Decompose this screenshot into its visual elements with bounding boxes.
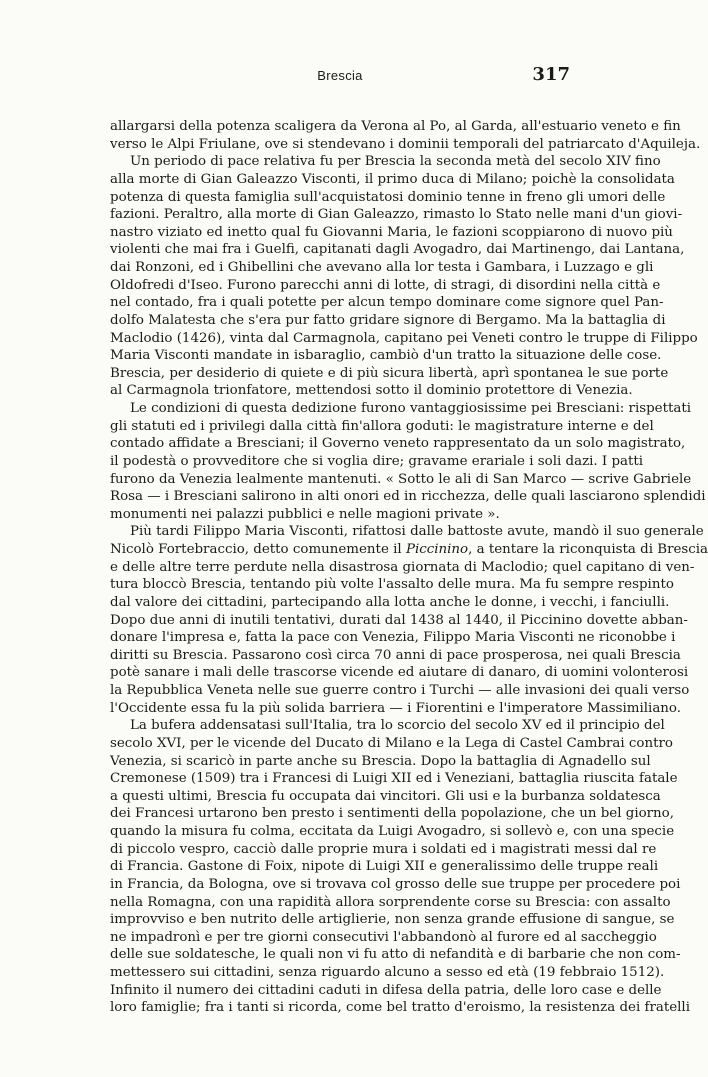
text-line: Maclodio (1426), vinta dal Carmagnola, capitano pei Veneti contro le truppe di Filippo [110, 330, 698, 346]
italic-term: Piccinino [405, 542, 469, 557]
text-line: nel contado, fra i quali potette per alcun tempo dominare come signore quel Pan- [110, 295, 664, 311]
text-line: gli statuti ed i privilegi dalla città fin'allora goduti: le magistrature interne e del [110, 418, 654, 434]
text-line: di Francia. Gastone di Foix, nipote di Luigi XII e generalissimo delle truppe reali [110, 859, 659, 875]
text-line: fazioni. Peraltro, alla morte di Gian Galeazzo, rimasto lo Stato nelle mani d'un giovi- [110, 207, 683, 223]
text-line: l'Occidente essa fu la più solida barriera — i Fiorentini e l'imperatore Massimiliano. [110, 700, 682, 716]
text-line: diritti su Brescia. Passarono così circa 70 anni di pace prosperosa, nei quali Brescia [110, 647, 681, 663]
text-line: loro famiglie; fra i tanti si ricorda, come bel tratto d'eroismo, la resistenza dei fratelli [110, 1000, 691, 1016]
text-line: nella Romagna, con una rapidità allora sorprendente corse su Brescia: con assalto [110, 894, 671, 910]
text-line: potenza di questa famiglia sull'acquistatosi dominio tenne in freno gli umori delle [110, 189, 666, 205]
text-line: potè sanare i mali delle trascorse vicende ed aiutare di danaro, di uomini volonterosi [110, 665, 689, 681]
text-line: dal valore dei cittadini, partecipando alla lotta anche le donne, i vecchi, i fanciulli. [110, 594, 670, 610]
text-line: quando la misura fu colma, eccitata da Luigi Avogadro, si sollevò e, con una specie [110, 824, 675, 839]
text-line: furono da Venezia lealmente mantenuti. « Sotto le ali di San Marco — scrive Gabriele [110, 471, 692, 487]
text-segment: , a tentare la riconquista di Brescia [468, 542, 708, 557]
text-line: la Repubblica Veneta nelle sue guerre contro i Turchi — alle invasioni dei quali verso [110, 683, 690, 698]
text-line: Rosa — i Bresciani salirono in alti onori ed in ricchezza, delle quali lasciarono splendidi [110, 489, 706, 505]
text-line: Maria Visconti mandate in isbaraglio, cambiò d'un tratto la situazione delle cose. [110, 348, 662, 364]
text-line: e delle altre terre perdute nella disastrosa giornata di Maclodio; quel capitano di ven- [110, 559, 695, 575]
text-line [110, 541, 708, 559]
body-text [110, 118, 708, 1017]
text-line: il podestà o provveditore che si voglia dire; gravame erariale i soli dazi. I patti [110, 453, 644, 469]
text-line: secolo XVI, per le vicende del Ducato di Milano e la Lega di Castel Cambrai contro [110, 735, 673, 751]
text-line: La bufera addensatasi sull'Italia, tra lo scorcio del secolo XV ed il principio del [130, 718, 665, 734]
text-line: improvviso e ben nutrito delle artiglierie, non senza grande effusione di sangue, se [110, 912, 675, 928]
text-line: Più tardi Filippo Maria Visconti, rifattosi dalle battoste avute, mandò il suo generale [130, 524, 704, 540]
text-line: Le condizioni di questa dedizione furono vantaggiosissime pei Bresciani: rispettati [130, 401, 692, 416]
text-line: delle sue soldatesche, le quali non vi fu atto di nefandità e di barbarie che non com- [110, 947, 681, 963]
text-line: allargarsi della potenza scaligera da Verona al Po, al Garda, all'estuario veneto e fin [110, 119, 681, 134]
text-line: alla morte di Gian Galeazzo Visconti, il primo duca di Milano; poichè la consolidata [110, 171, 675, 187]
text-line: al Carmagnola trionfatore, mettendosi sotto il dominio protettore di Venezia. [110, 383, 633, 399]
text-line: dolfo Malatesta che s'era pur fatto gridare signore di Bergamo. Ma la battaglia di [110, 312, 666, 328]
text-line: Brescia, per desiderio di quiete e di più sicura libertà, aprì spontanea le sue porte [110, 365, 669, 381]
text-line: dai Ronzoni, ed i Ghibellini che avevano alla lor testa i Gambara, i Luzzago e gli [110, 260, 654, 275]
text-line: nastro viziato ed inetto qual fu Giovanni Maria, le fazioni scoppiarono di nuovo più [110, 224, 673, 240]
text-line: contado affidate a Bresciani; il Governo veneto rappresentato da un solo magistrato, [110, 436, 686, 452]
running-title: Brescia [317, 68, 363, 83]
text-line: Dopo due anni di inutili tentativi, durati dal 1438 al 1440, il Piccinino dovette abban- [110, 612, 688, 628]
text-line: dei Francesi urtarono ben presto i sentimenti della popolazione, che un bel giorno, [110, 806, 675, 822]
text-line: Infinito il numero dei cittadini caduti in difesa della patria, delle loro case e delle [110, 982, 662, 998]
text-line: Venezia, si scaricò in parte anche su Brescia. Dopo la battaglia di Agnadello sul [110, 753, 651, 769]
text-line: a questi ultimi, Brescia fu occupata dai vincitori. Gli usi e la burbanza soldatesca [110, 788, 661, 804]
text-line: donare l'impresa e, fatta la pace con Venezia, Filippo Maria Visconti ne riconobbe i [110, 630, 676, 646]
page-number: 317 [532, 64, 570, 85]
text-segment: Nicolò Fortebraccio, detto comunemente il [110, 542, 406, 557]
running-head [110, 64, 570, 90]
text-line: violenti che mai fra i Guelfi, capitanati dagli Avogadro, dai Martinengo, dai Lantana, [110, 242, 685, 258]
text-line: Cremonese (1509) tra i Francesi di Luigi XII ed i Veneziani, battaglia riuscita fatale [110, 771, 678, 787]
text-line: Oldofredi d'Iseo. Furono parecchi anni di lotte, di stragi, di disordini nella città e [110, 277, 661, 293]
text-line: mettessero sui cittadini, senza riguardo alcuno a sesso ed età (19 febbraio 1512). [110, 965, 665, 980]
text-line: di piccolo vespro, cacciò dalle proprie mura i soldati ed i magistrati messi dal re [110, 841, 657, 857]
text-line: verso le Alpi Friulane, ove si stendevano i dominii temporali del patriarcato d'Aquileja. [110, 136, 701, 152]
text-line: monumenti nei palazzi pubblici e nelle magioni private ». [110, 506, 500, 522]
text-line: in Francia, da Bologna, ove si trovava col grosso delle sue truppe per procedere poi [110, 876, 681, 892]
text-line: ne impadronì e per tre giorni consecutivi l'abbandonò al furore ed al saccheggio [110, 929, 657, 945]
text-line: Un periodo di pace relativa fu per Brescia la seconda metà del secolo XIV fino [130, 154, 661, 170]
text-line: tura bloccò Brescia, tentando più volte l'assalto delle mura. Ma fu sempre respinto [110, 577, 674, 593]
